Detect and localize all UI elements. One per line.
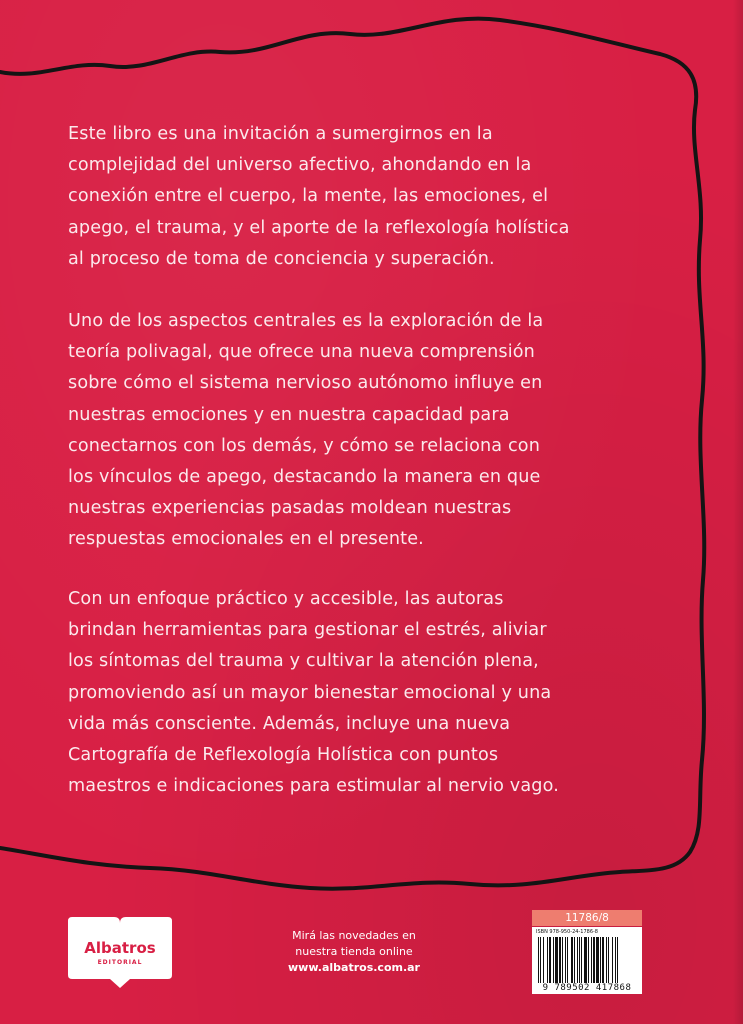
text-line: sobre cómo el sistema nervioso autónomo influye en — [68, 373, 543, 394]
barcode-digits: 9 789502 417868 — [542, 983, 632, 993]
promo-url: www.albatros.com.ar — [288, 961, 420, 974]
text-line: los síntomas del trauma y cultivar la atención plena, — [68, 651, 539, 672]
barcode-box — [532, 927, 642, 994]
text-line: maestros e indicaciones para estimular al nervio vago. — [68, 776, 559, 797]
logo-subtitle: EDITORIAL — [97, 959, 143, 966]
promo-line-2: nuestra tienda online — [295, 945, 413, 958]
paragraph-3 — [68, 584, 628, 802]
text-line: promoviendo así un mayor bienestar emocional y una — [68, 682, 552, 703]
text-line: complejidad del universo afectivo, ahondando en la — [68, 155, 532, 176]
text-line: los vínculos de apego, destacando la manera en que — [68, 467, 541, 488]
text-line: al proceso de toma de conciencia y superación. — [68, 248, 495, 269]
text-line: vida más consciente. Además, incluye una nueva — [68, 713, 511, 734]
paragraph-1 — [68, 119, 628, 275]
spine-shadow — [733, 0, 743, 1024]
text-line: nuestras emociones y en nuestra capacidad para — [68, 404, 510, 425]
text-line: conectarnos con los demás, y cómo se relaciona con — [68, 435, 541, 456]
albatros-logo — [66, 913, 174, 989]
barcode-area — [532, 910, 642, 994]
text-line: Este libro es una invitación a sumergirnos en la — [68, 124, 493, 144]
text-line: apego, el trauma, y el aporte de la reflexología holística — [68, 217, 570, 238]
text-line: nuestras experiencias pasadas moldean nuestras — [68, 498, 512, 519]
text-line: conexión entre el cuerpo, la mente, las emociones, el — [68, 186, 549, 207]
promo-line-1: Mirá las novedades en — [292, 929, 416, 942]
text-line: Cartografía de Reflexología Holística con puntos — [68, 745, 499, 766]
logo-name: Albatros — [84, 939, 156, 957]
text-line: Uno de los aspectos centrales es la exploración de la — [68, 311, 544, 331]
barcode-bars — [538, 937, 636, 983]
product-code-label: 11786/8 — [532, 910, 642, 926]
text-line: teoría polivagal, que ofrece una nueva comprensión — [68, 342, 535, 363]
text-line: brindan herramientas para gestionar el estrés, aliviar — [68, 620, 547, 641]
store-promo — [264, 928, 444, 976]
text-line: respuestas emocionales en el presente. — [68, 529, 424, 550]
text-line: Con un enfoque práctico y accesible, las autoras — [68, 589, 504, 609]
isbn-text: ISBN 978-950-24-1786-8 — [536, 929, 598, 935]
paragraph-2 — [68, 306, 628, 556]
